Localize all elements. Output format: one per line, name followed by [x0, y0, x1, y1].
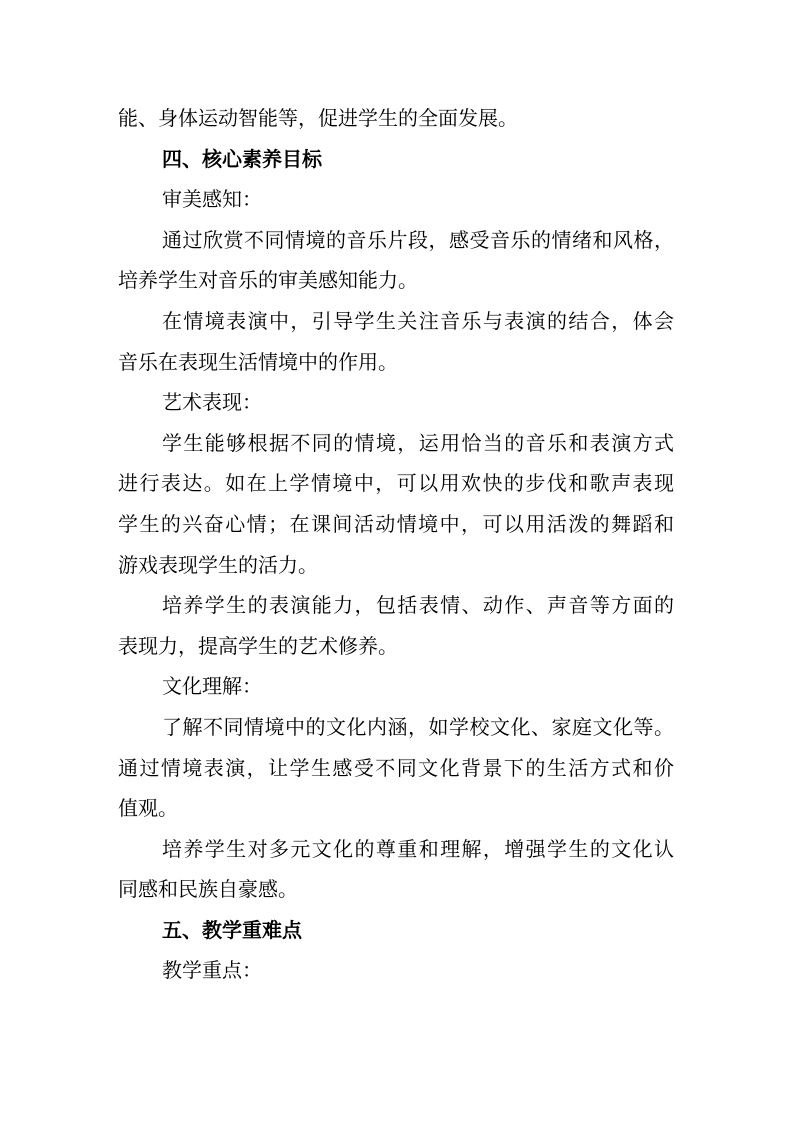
text-line: 同感和民族自豪感。: [118, 877, 298, 902]
text-line: 在情境表演中，引导学生关注音乐与表演的结合，体会: [162, 308, 674, 333]
text-line: 音乐在表现生活情境中的作用。: [118, 349, 398, 374]
text-line: 进行表达。如在上学情境中，可以用欢快的步伐和歌声表现: [118, 471, 674, 496]
subheading: 艺术表现：: [162, 390, 262, 415]
text-line: 培养学生的表演能力，包括表情、动作、声音等方面的: [162, 593, 674, 618]
subheading: 审美感知：: [162, 187, 262, 212]
text-line: 值观。: [118, 796, 178, 821]
text-line: 培养学生对多元文化的尊重和理解，增强学生的文化认: [162, 836, 674, 861]
text-line: 能、身体运动智能等，促进学生的全面发展。: [118, 106, 518, 130]
page-body: [118, 98, 674, 991]
text-line: 游戏表现学生的活力。: [118, 552, 318, 577]
section-heading: 五、教学重难点: [162, 917, 302, 942]
subheading: 文化理解：: [162, 674, 262, 699]
text-line: 学生的兴奋心情；在课间活动情境中，可以用活泼的舞蹈和: [118, 511, 674, 536]
subheading: 教学重点：: [162, 958, 262, 983]
text-line: 培养学生对音乐的审美感知能力。: [118, 268, 418, 293]
text-line: 学生能够根据不同的情境，运用恰当的音乐和表演方式: [162, 430, 674, 455]
text-line: 了解不同情境中的文化内涵，如学校文化、家庭文化等。: [162, 714, 674, 739]
text-line: 通过欣赏不同情境的音乐片段，感受音乐的情绪和风格，: [162, 227, 674, 252]
section-heading: 四、核心素养目标: [162, 146, 322, 171]
text-line: 通过情境表演，让学生感受不同文化背景下的生活方式和价: [118, 755, 674, 780]
text-line: 表现力，提高学生的艺术修养。: [118, 633, 398, 658]
